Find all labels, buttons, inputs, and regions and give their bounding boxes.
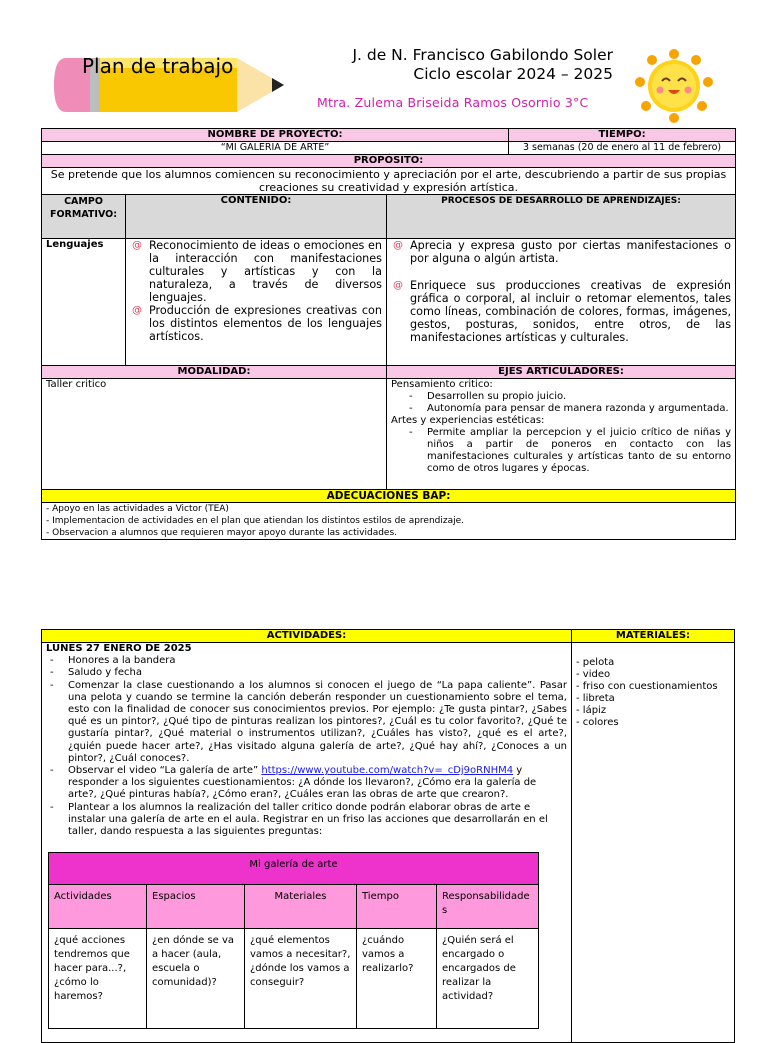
at-bullet-icon: @	[393, 280, 403, 291]
campo-value: Lenguajes	[42, 239, 126, 366]
gallery-header-cell: Espacios	[147, 885, 245, 929]
activities-cell	[42, 643, 572, 1043]
at-bullet-icon: @	[132, 240, 142, 251]
ejes-item: - Permite ampliar la percepcion y el juicio crítico de niñas y niños a partir de poneros en contacto con las manifestaciones culturales y artísticas tanto de su entorno como de otros lugares y épocas.	[409, 427, 732, 474]
purpose-header: PROPÓSITO:	[42, 155, 736, 168]
ejes-item: - Desarrollen su propio juicio.	[409, 391, 567, 402]
activity-item: - Comenzar la clase cuestionando a los alumnos si conocen el juego de “La papa caliente”. Pasar una pelota y cuando se termine la canción deberán responder un cuestionamiento sobre el tema, esto con la finalidad de conocer sus conocimientos previos. Por ejemplo: ¿Te gusta pintar?, ¿Sabes qué es un pintor?, ¿Qué tipo de pinturas realizan los pintores?, ¿Cuál es tu color favorito?, ¿Qué te gustaría pintar?, ¿Qué material o instrumentos utilizan?, ¿Cuáles has visto?, ¿qué es el arte?, ¿quién puede hacer arte?, ¿Has visitado alguna galería de arte?, ¿Qué hay ahí?, ¿Conoces a un pintor?, ¿Cuál conoces?.	[50, 679, 567, 764]
gallery-table	[48, 852, 539, 1029]
plan-title: Plan de trabajo	[82, 54, 234, 78]
modalidad-value: Taller critico	[42, 379, 387, 490]
procesos-cell	[387, 239, 736, 366]
campo-header: CAMPO FORMATIVO:	[42, 195, 126, 239]
school-year: Ciclo escolar 2024 – 2025	[413, 65, 613, 83]
gallery-question-cell: ¿qué acciones tendremos que hacer para...?, ¿cómo lo haremos?	[49, 929, 147, 1029]
bap-line: - Observacion a alumnos que requieren mayor apoyo durante las actividades.	[46, 528, 398, 538]
school-name: J. de N. Francisco Gabilondo Soler	[352, 46, 613, 64]
gallery-question-cell: ¿en dónde se va a hacer (aula, escuela o comunidad)?	[147, 929, 245, 1029]
gallery-question-cell: ¿qué elementos vamos a necesitar?, ¿dónde los vamos a conseguir?	[245, 929, 357, 1029]
gallery-header-cell: Responsabilidades	[437, 885, 539, 929]
procesos-item: @ Enriquece sus producciones creativas de expresión gráfica o corporal, al incluir o retomar elementos, tales como líneas, combinación de colores, formas, imágenes, gestos, posturas, sonidos, entre otros, de las manifestaciones artísticas y culturales.	[393, 279, 732, 344]
activity-item: - Honores a la bandera	[50, 655, 176, 667]
gallery-header-cell: Materiales	[245, 885, 357, 929]
contenido-item: @ Producción de expresiones creativas con los distintos elementos de los lenguajes artísticos.	[132, 304, 382, 343]
sun-icon	[634, 48, 714, 124]
activity-item: - Saludo y fecha	[50, 667, 142, 679]
school-info	[352, 46, 613, 84]
material-item: - video	[576, 669, 611, 680]
procesos-header: PROCESOS DE DESARROLLO DE APRENDIZAJES:	[387, 195, 736, 239]
purpose-text: Se pretende que los alumnos comiencen su reconocimiento y apreciación por el arte, descubriendo a partir de sus propias creaciones su creatividad y expresión artística.	[42, 168, 736, 195]
gallery-title: Mi galería de arte	[49, 853, 539, 885]
project-name-value: “MI GALERIA DE ARTE”	[42, 142, 509, 155]
bap-header: ADECUACIONES BAP:	[42, 490, 736, 503]
activity-day: LUNES 27 ENERO DE 2025	[46, 643, 192, 654]
contenido-header: CONTENIDO:	[126, 195, 387, 239]
contenido-item: @ Reconocimiento de ideas o emociones en la interacción con manifestaciones culturales y artísticas y con la naturaleza, a través de diversos lenguajes.	[132, 239, 382, 304]
teacher-name: Mtra. Zulema Briseida Ramos Osornio 3°C	[317, 95, 589, 110]
gallery-header-cell: Actividades	[49, 885, 147, 929]
bap-cell	[42, 503, 736, 540]
time-value: 3 semanas (20 de enero al 11 de febrero)	[509, 142, 736, 155]
ejes-group-title: Artes y experiencias estéticas:	[391, 415, 545, 426]
ejes-group-title: Pensamiento critico:	[391, 379, 493, 390]
ejes-cell	[387, 379, 736, 490]
material-item: - friso con cuestionamientos	[576, 681, 718, 692]
project-table	[41, 128, 736, 540]
bap-line: - Apoyo en las actividades a Victor (TEA)	[46, 504, 229, 514]
time-header: TIEMPO:	[509, 129, 736, 142]
gallery-question-cell: ¿Quién será el encargado o encargados de realizar la actividad?	[437, 929, 539, 1029]
ejes-header: EJES ARTICULADORES:	[387, 366, 736, 379]
procesos-item: @ Aprecia y expresa gusto por ciertas manifestaciones o por alguna o algún artista.	[393, 239, 732, 265]
modalidad-header: MODALIDAD:	[42, 366, 387, 379]
material-item: - colores	[576, 717, 619, 728]
gallery-header-cell: Tiempo	[357, 885, 437, 929]
activities-header: ACTIVIDADES:	[42, 630, 572, 643]
document-header	[0, 0, 768, 125]
material-item: - lápiz	[576, 705, 607, 716]
project-name-header: NOMBRE DE PROYECTO:	[42, 129, 509, 142]
materials-header: MATERIALES:	[572, 630, 735, 643]
activity-item: - Observar el video “La galería de arte” https://www.youtube.com/watch?v=_cDj9oRNHM4 y responder a los siguientes cuestionamientos: ¿A dónde los llevaron?, ¿Cómo era la galería de arte?, ¿Qué pinturas había?, ¿Cómo eran?, ¿Cuáles eran las obras de arte que crearon?.	[50, 765, 537, 801]
material-item: - libreta	[576, 693, 615, 704]
ejes-item: - Autonomía para pensar de manera razonda y argumentada.	[409, 403, 729, 414]
contenido-cell	[126, 239, 387, 366]
bap-line: - Implementacion de actividades en el plan que atiendan los distintos estilos de aprendizaje.	[46, 516, 465, 526]
material-item: - pelota	[576, 657, 615, 668]
materials-cell	[572, 643, 735, 1043]
activity-item: - Plantear a los alumnos la realización del taller critico donde podrán elaborar obras de arte e instalar una galería de arte en el aula. Registrar en un friso las acciones que desarrollarán en el taller, dando respuesta a las siguientes preguntas:	[50, 801, 548, 838]
at-bullet-icon: @	[393, 240, 403, 251]
video-link[interactable]: https://www.youtube.com/watch?v=_cDj9oRNHM4	[261, 765, 514, 777]
activities-table	[41, 629, 735, 1043]
gallery-question-cell: ¿cuándo vamos a realizarlo?	[357, 929, 437, 1029]
at-bullet-icon: @	[132, 305, 142, 316]
